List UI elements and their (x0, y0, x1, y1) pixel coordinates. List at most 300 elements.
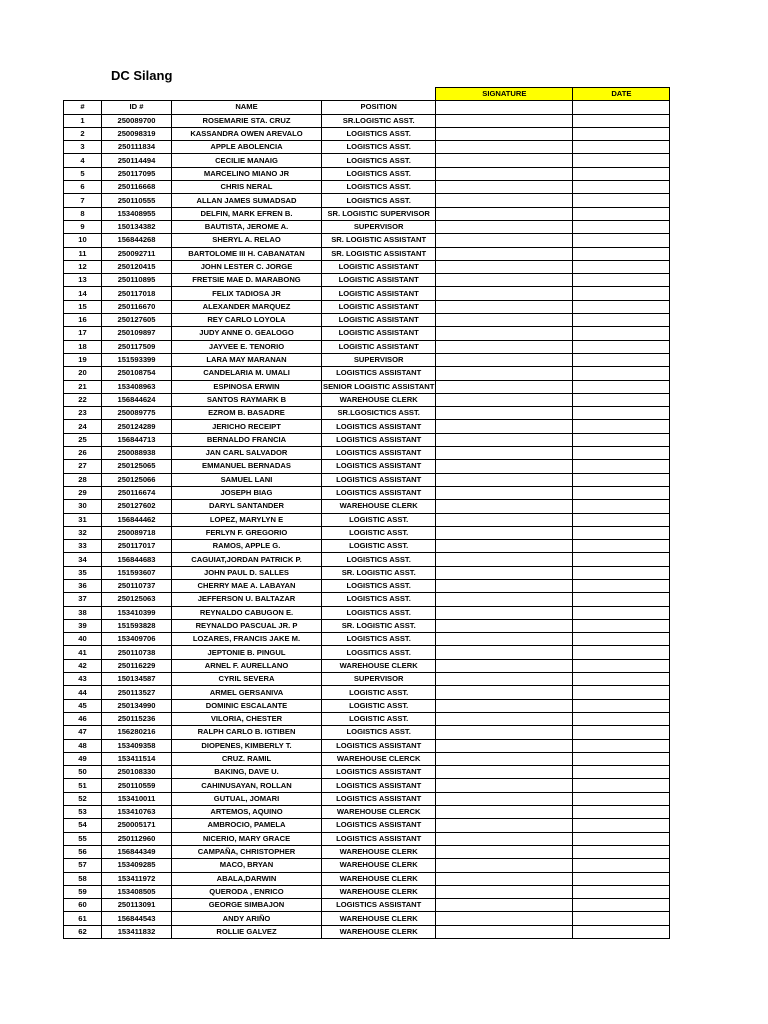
table-row (64, 407, 670, 420)
table-row (64, 606, 670, 619)
date-cell[interactable] (573, 659, 670, 672)
signature-cell[interactable] (436, 872, 573, 885)
date-cell[interactable] (573, 234, 670, 247)
date-cell[interactable] (573, 220, 670, 233)
date-cell[interactable] (573, 433, 670, 446)
date-cell[interactable] (573, 526, 670, 539)
position-column-header: POSITION (322, 101, 436, 114)
employee-position: SR. LOGISTIC ASSISTANT (322, 234, 436, 247)
date-cell[interactable] (573, 579, 670, 592)
signature-cell[interactable] (436, 686, 573, 699)
row-number: 40 (64, 633, 102, 646)
num-column-header: # (64, 101, 102, 114)
date-cell[interactable] (573, 739, 670, 752)
employee-id: 153409285 (102, 859, 172, 872)
signature-cell[interactable] (436, 220, 573, 233)
date-cell[interactable] (573, 460, 670, 473)
signature-cell[interactable] (436, 367, 573, 380)
row-number: 8 (64, 207, 102, 220)
employee-position: LOGISTICS ASSISTANT (322, 899, 436, 912)
employee-position: LOGISTIC ASST. (322, 699, 436, 712)
signature-cell[interactable] (436, 806, 573, 819)
employee-position: LOGISTICS ASSISTANT (322, 779, 436, 792)
employee-position: LOGISTIC ASSISTANT (322, 287, 436, 300)
date-cell[interactable] (573, 353, 670, 366)
employee-name: REYNALDO CABUGON E. (172, 606, 322, 619)
signature-cell[interactable] (436, 433, 573, 446)
date-cell[interactable] (573, 154, 670, 167)
table-row (64, 766, 670, 779)
date-cell[interactable] (573, 314, 670, 327)
date-cell[interactable] (573, 912, 670, 925)
employee-name: ALEXANDER MARQUEZ (172, 300, 322, 313)
row-number: 12 (64, 260, 102, 273)
table-row (64, 566, 670, 579)
employee-id: 156280216 (102, 726, 172, 739)
date-cell[interactable] (573, 673, 670, 686)
row-number: 42 (64, 659, 102, 672)
date-cell[interactable] (573, 114, 670, 127)
signature-cell[interactable] (436, 167, 573, 180)
signature-cell[interactable] (436, 127, 573, 140)
signature-cell[interactable] (436, 407, 573, 420)
employee-position: LOGISTICS ASST. (322, 633, 436, 646)
date-cell[interactable] (573, 593, 670, 606)
signature-cell[interactable] (436, 845, 573, 858)
row-number: 18 (64, 340, 102, 353)
signature-cell[interactable] (436, 859, 573, 872)
table-row (64, 486, 670, 499)
column-header-row (64, 101, 670, 114)
signature-cell[interactable] (436, 393, 573, 406)
row-number: 58 (64, 872, 102, 885)
row-number: 2 (64, 127, 102, 140)
table-row (64, 726, 670, 739)
employee-name: JUDY ANNE O. GEALOGO (172, 327, 322, 340)
employee-id: 250110895 (102, 274, 172, 287)
date-cell[interactable] (573, 500, 670, 513)
signature-cell[interactable] (436, 646, 573, 659)
table-row (64, 885, 670, 898)
date-cell[interactable] (573, 513, 670, 526)
date-cell[interactable] (573, 420, 670, 433)
table-row (64, 274, 670, 287)
signature-cell[interactable] (436, 181, 573, 194)
date-cell[interactable] (573, 925, 670, 938)
row-number: 49 (64, 752, 102, 765)
employee-id: 153409706 (102, 633, 172, 646)
employee-id: 153411514 (102, 752, 172, 765)
table-row (64, 380, 670, 393)
signature-cell[interactable] (436, 752, 573, 765)
employee-id: 153411972 (102, 872, 172, 885)
employee-id: 250116674 (102, 486, 172, 499)
date-cell[interactable] (573, 247, 670, 260)
signature-cell[interactable] (436, 899, 573, 912)
table-row (64, 167, 670, 180)
date-cell[interactable] (573, 167, 670, 180)
employee-name: CHERRY MAE A. LABAYAN (172, 579, 322, 592)
signature-cell[interactable] (436, 593, 573, 606)
date-cell[interactable] (573, 566, 670, 579)
table-row (64, 420, 670, 433)
blank-header-cell (64, 88, 102, 101)
row-number: 26 (64, 447, 102, 460)
row-number: 27 (64, 460, 102, 473)
table-row (64, 659, 670, 672)
signature-cell[interactable] (436, 207, 573, 220)
employee-name: JAYVEE E. TENORIO (172, 340, 322, 353)
employee-position: LOGISTIC ASSISTANT (322, 300, 436, 313)
signature-cell[interactable] (436, 885, 573, 898)
employee-position: WAREHOUSE CLERK (322, 885, 436, 898)
table-row (64, 806, 670, 819)
employee-position: LOGSITICS ASST. (322, 646, 436, 659)
table-row (64, 673, 670, 686)
employee-id: 250117095 (102, 167, 172, 180)
table-row (64, 593, 670, 606)
employee-id: 250089700 (102, 114, 172, 127)
signature-cell[interactable] (436, 500, 573, 513)
date-cell[interactable] (573, 486, 670, 499)
date-cell[interactable] (573, 553, 670, 566)
date-cell[interactable] (573, 779, 670, 792)
table-row (64, 314, 670, 327)
date-cell[interactable] (573, 872, 670, 885)
employee-name: ABALA,DARWIN (172, 872, 322, 885)
employee-name: MARCELINO MIANO JR (172, 167, 322, 180)
employee-id: 153408955 (102, 207, 172, 220)
employee-name: CHRIS NERAL (172, 181, 322, 194)
table-row (64, 819, 670, 832)
employee-name: REY CARLO LOYOLA (172, 314, 322, 327)
employee-position: LOGISTICS ASST. (322, 553, 436, 566)
table-row (64, 513, 670, 526)
signature-cell[interactable] (436, 779, 573, 792)
row-number: 37 (64, 593, 102, 606)
employee-position: WAREHOUSE CLERCK (322, 752, 436, 765)
date-cell[interactable] (573, 260, 670, 273)
roster-body (64, 114, 670, 938)
employee-position: WAREHOUSE CLERK (322, 393, 436, 406)
employee-position: LOGISTICS ASST. (322, 127, 436, 140)
row-number: 23 (64, 407, 102, 420)
row-number: 50 (64, 766, 102, 779)
date-cell[interactable] (573, 274, 670, 287)
date-cell[interactable] (573, 340, 670, 353)
employee-id: 250109897 (102, 327, 172, 340)
date-cell[interactable] (573, 287, 670, 300)
row-number: 21 (64, 380, 102, 393)
table-row (64, 845, 670, 858)
date-cell[interactable] (573, 712, 670, 725)
date-cell[interactable] (573, 407, 670, 420)
employee-name: RAMOS, APPLE G. (172, 540, 322, 553)
employee-id: 250110555 (102, 194, 172, 207)
employee-position: SENIOR LOGISTIC ASSISTANT (322, 380, 436, 393)
employee-name: ROSEMARIE STA. CRUZ (172, 114, 322, 127)
row-number: 43 (64, 673, 102, 686)
employee-id: 150134382 (102, 220, 172, 233)
employee-position: LOGISTICS ASSISTANT (322, 486, 436, 499)
signature-cell[interactable] (436, 141, 573, 154)
employee-position: LOGISTICS ASSISTANT (322, 460, 436, 473)
employee-id: 250134990 (102, 699, 172, 712)
signature-cell[interactable] (436, 473, 573, 486)
row-number: 10 (64, 234, 102, 247)
table-row (64, 579, 670, 592)
date-cell[interactable] (573, 194, 670, 207)
table-row (64, 912, 670, 925)
employee-position: LOGISTIC ASST. (322, 526, 436, 539)
date-cell[interactable] (573, 141, 670, 154)
employee-name: CYRIL SEVERA (172, 673, 322, 686)
date-cell[interactable] (573, 393, 670, 406)
signature-cell[interactable] (436, 673, 573, 686)
row-number: 30 (64, 500, 102, 513)
table-row (64, 899, 670, 912)
date-cell[interactable] (573, 832, 670, 845)
employee-position: SUPERVISOR (322, 353, 436, 366)
row-number: 47 (64, 726, 102, 739)
row-number: 55 (64, 832, 102, 845)
row-number: 7 (64, 194, 102, 207)
employee-position: LOGISTICS ASSISTANT (322, 792, 436, 805)
table-row (64, 433, 670, 446)
employee-position: LOGISTICS ASSISTANT (322, 447, 436, 460)
employee-name: BERNALDO FRANCIA (172, 433, 322, 446)
date-cell[interactable] (573, 885, 670, 898)
employee-position: WAREHOUSE CLERK (322, 925, 436, 938)
attendance-table (63, 87, 670, 939)
employee-id: 153408505 (102, 885, 172, 898)
signature-cell[interactable] (436, 247, 573, 260)
signature-cell[interactable] (436, 819, 573, 832)
employee-position: LOGISTIC ASSISTANT (322, 314, 436, 327)
signature-cell[interactable] (436, 327, 573, 340)
date-cell[interactable] (573, 899, 670, 912)
signature-cell[interactable] (436, 633, 573, 646)
signature-cell[interactable] (436, 447, 573, 460)
date-cell[interactable] (573, 819, 670, 832)
row-number: 31 (64, 513, 102, 526)
employee-name: JOHN PAUL D. SALLES (172, 566, 322, 579)
employee-position: WAREHOUSE CLERCK (322, 806, 436, 819)
employee-id: 151593607 (102, 566, 172, 579)
signature-cell[interactable] (436, 925, 573, 938)
date-cell[interactable] (573, 686, 670, 699)
signature-cell[interactable] (436, 287, 573, 300)
signature-cell[interactable] (436, 234, 573, 247)
row-number: 15 (64, 300, 102, 313)
table-row (64, 633, 670, 646)
signature-cell[interactable] (436, 154, 573, 167)
row-number: 61 (64, 912, 102, 925)
employee-name: SAMUEL LANI (172, 473, 322, 486)
date-cell[interactable] (573, 699, 670, 712)
employee-name: ESPINOSA ERWIN (172, 380, 322, 393)
row-number: 48 (64, 739, 102, 752)
employee-name: NICERIO, MARY GRACE (172, 832, 322, 845)
signature-cell[interactable] (436, 712, 573, 725)
signature-cell[interactable] (436, 194, 573, 207)
employee-name: ANDY ARIÑO (172, 912, 322, 925)
employee-id: 250125063 (102, 593, 172, 606)
employee-id: 250120415 (102, 260, 172, 273)
date-cell[interactable] (573, 646, 670, 659)
signature-cell[interactable] (436, 300, 573, 313)
row-number: 51 (64, 779, 102, 792)
signature-date-header-row (64, 88, 670, 101)
employee-id: 250125066 (102, 473, 172, 486)
signature-cell[interactable] (436, 314, 573, 327)
signature-cell[interactable] (436, 513, 573, 526)
table-row (64, 792, 670, 805)
employee-id: 250108754 (102, 367, 172, 380)
signature-cell[interactable] (436, 619, 573, 632)
employee-position: LOGISTICS ASSISTANT (322, 819, 436, 832)
row-number: 39 (64, 619, 102, 632)
date-cell[interactable] (573, 300, 670, 313)
signature-cell[interactable] (436, 420, 573, 433)
signature-cell[interactable] (436, 766, 573, 779)
employee-position: LOGISTIC ASSISTANT (322, 340, 436, 353)
signature-cell[interactable] (436, 274, 573, 287)
signature-cell[interactable] (436, 526, 573, 539)
row-number: 33 (64, 540, 102, 553)
employee-name: DIOPENES, KIMBERLY T. (172, 739, 322, 752)
employee-position: LOGISTIC ASST. (322, 686, 436, 699)
employee-name: VILORIA, CHESTER (172, 712, 322, 725)
employee-position: WAREHOUSE CLERK (322, 872, 436, 885)
employee-position: WAREHOUSE CLERK (322, 912, 436, 925)
signature-cell[interactable] (436, 460, 573, 473)
employee-name: KASSANDRA OWEN AREVALO (172, 127, 322, 140)
date-cell[interactable] (573, 473, 670, 486)
table-row (64, 234, 670, 247)
signature-cell[interactable] (436, 739, 573, 752)
row-number: 9 (64, 220, 102, 233)
date-cell[interactable] (573, 752, 670, 765)
row-number: 25 (64, 433, 102, 446)
employee-name: FERLYN F. GREGORIO (172, 526, 322, 539)
date-cell[interactable] (573, 633, 670, 646)
employee-position: LOGISTICS ASST. (322, 141, 436, 154)
employee-id: 250114494 (102, 154, 172, 167)
employee-id: 250127605 (102, 314, 172, 327)
signature-cell[interactable] (436, 540, 573, 553)
signature-cell[interactable] (436, 486, 573, 499)
signature-cell[interactable] (436, 726, 573, 739)
table-row (64, 220, 670, 233)
date-cell[interactable] (573, 806, 670, 819)
employee-name: AMBROCIO, PAMELA (172, 819, 322, 832)
date-cell[interactable] (573, 367, 670, 380)
employee-id: 250108330 (102, 766, 172, 779)
signature-cell[interactable] (436, 260, 573, 273)
table-row (64, 287, 670, 300)
signature-cell[interactable] (436, 566, 573, 579)
date-cell[interactable] (573, 380, 670, 393)
row-number: 29 (64, 486, 102, 499)
employee-name: RALPH CARLO B. IGTIBEN (172, 726, 322, 739)
date-cell[interactable] (573, 447, 670, 460)
employee-id: 250111834 (102, 141, 172, 154)
table-row (64, 473, 670, 486)
employee-id: 153411832 (102, 925, 172, 938)
blank-header-cell (172, 88, 322, 101)
row-number: 20 (64, 367, 102, 380)
date-header: DATE (573, 88, 670, 101)
row-number: 57 (64, 859, 102, 872)
table-row (64, 367, 670, 380)
date-cell[interactable] (573, 181, 670, 194)
signature-cell[interactable] (436, 606, 573, 619)
table-row (64, 752, 670, 765)
signature-cell[interactable] (436, 553, 573, 566)
employee-name: EMMANUEL BERNADAS (172, 460, 322, 473)
table-row (64, 832, 670, 845)
signature-cell[interactable] (436, 699, 573, 712)
employee-id: 250124289 (102, 420, 172, 433)
employee-position: LOGISTICS ASST. (322, 154, 436, 167)
date-cell[interactable] (573, 207, 670, 220)
date-cell[interactable] (573, 606, 670, 619)
date-cell[interactable] (573, 327, 670, 340)
signature-cell[interactable] (436, 659, 573, 672)
employee-position: SR.LOGISTIC ASST. (322, 114, 436, 127)
employee-id: 250125065 (102, 460, 172, 473)
date-cell[interactable] (573, 845, 670, 858)
employee-id: 250127602 (102, 500, 172, 513)
employee-id: 250088938 (102, 447, 172, 460)
employee-name: SANTOS RAYMARK B (172, 393, 322, 406)
employee-id: 250117018 (102, 287, 172, 300)
employee-id: 250117509 (102, 340, 172, 353)
table-row (64, 460, 670, 473)
table-row (64, 393, 670, 406)
signature-cell[interactable] (436, 380, 573, 393)
signature-cell[interactable] (436, 340, 573, 353)
employee-id: 156844624 (102, 393, 172, 406)
date-cell[interactable] (573, 619, 670, 632)
employee-id: 250110738 (102, 646, 172, 659)
signature-cell[interactable] (436, 114, 573, 127)
signature-cell[interactable] (436, 912, 573, 925)
date-cell[interactable] (573, 792, 670, 805)
employee-id: 156844543 (102, 912, 172, 925)
employee-name: ROLLIE GALVEZ (172, 925, 322, 938)
signature-cell[interactable] (436, 353, 573, 366)
date-cell[interactable] (573, 766, 670, 779)
table-row (64, 300, 670, 313)
table-row (64, 859, 670, 872)
employee-id: 153410763 (102, 806, 172, 819)
signature-header: SIGNATURE (436, 88, 573, 101)
date-cell[interactable] (573, 726, 670, 739)
signature-cell[interactable] (436, 792, 573, 805)
employee-position: SUPERVISOR (322, 220, 436, 233)
signature-cell[interactable] (436, 579, 573, 592)
signature-cell[interactable] (436, 832, 573, 845)
employee-position: LOGISTICS ASST. (322, 606, 436, 619)
date-cell[interactable] (573, 127, 670, 140)
date-cell[interactable] (573, 859, 670, 872)
employee-name: BAUTISTA, JEROME A. (172, 220, 322, 233)
date-cell[interactable] (573, 540, 670, 553)
row-number: 16 (64, 314, 102, 327)
employee-name: JEFFERSON U. BALTAZAR (172, 593, 322, 606)
